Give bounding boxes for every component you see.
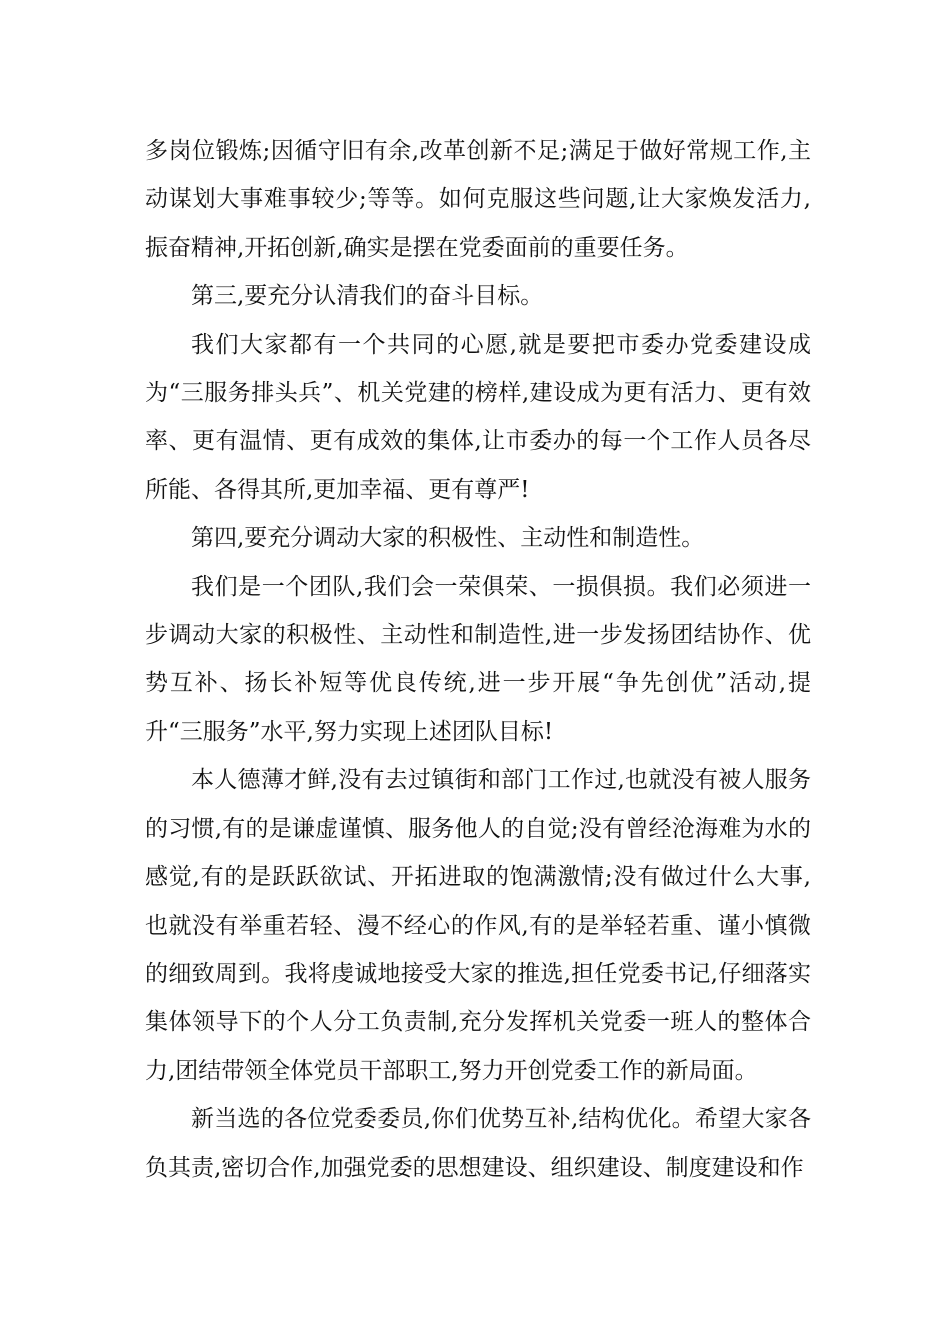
paragraph-5: 我们是一个团队,我们会一荣俱荣、一损俱损。我们必须进一步调动大家的积极性、主动性和制造性,进一步发扬团结协作、优势互补、扬长补短等优良传统,进一步开展“争先创优”活动,提升“三服务”水平,努力实现上述团队目标!: [145, 573, 811, 745]
paragraph-1: 多岗位锻炼;因循守旧有余,改革创新不足;满足于做好常规工作,主动谋划大事难事较少;等等。如何克服这些问题,让大家焕发活力,振奋精神,开拓创新,确实是摆在党委面前的重要任务。: [145, 138, 811, 261]
paragraph-7: 新当选的各位党委委员,你们优势互补,结构优化。希望大家各负其责,密切合作,加强党委的思想建设、组织建设、制度建设和作: [145, 1106, 811, 1181]
paragraph-2-heading-third: 第三,要充分认清我们的奋斗目标。: [191, 283, 544, 310]
paragraph-6: 本人德薄才鲜,没有去过镇街和部门工作过,也就没有被人服务的习惯,有的是谦虚谨慎、服务他人的自觉;没有曾经沧海难为水的感觉,有的是跃跃欲试、开拓进取的饱满激情;没有做过什么大事,也就没有举重若轻、漫不经心的作风,有的是举轻若重、谨小慎微的细致周到。我将虔诚地接受大家的推选,担任党委书记,仔细落实集体领导下的个人分工负责制,充分发挥机关党委一班人的整体合力,团结带领全体党员干部职工,努力开创党委工作的新局面。: [145, 767, 811, 1084]
paragraph-3: 我们大家都有一个共同的心愿,就是要把市委办党委建设成为“三服务排头兵”、机关党建的榜样,建设成为更有活力、更有效率、更有温情、更有成效的集体,让市委办的每一个工作人员各尽所能、各得其所,更加幸福、更有尊严!: [145, 331, 811, 503]
paragraph-4-heading-fourth: 第四,要充分调动大家的积极性、主动性和制造性。: [191, 525, 705, 552]
document-body: [145, 127, 811, 1192]
